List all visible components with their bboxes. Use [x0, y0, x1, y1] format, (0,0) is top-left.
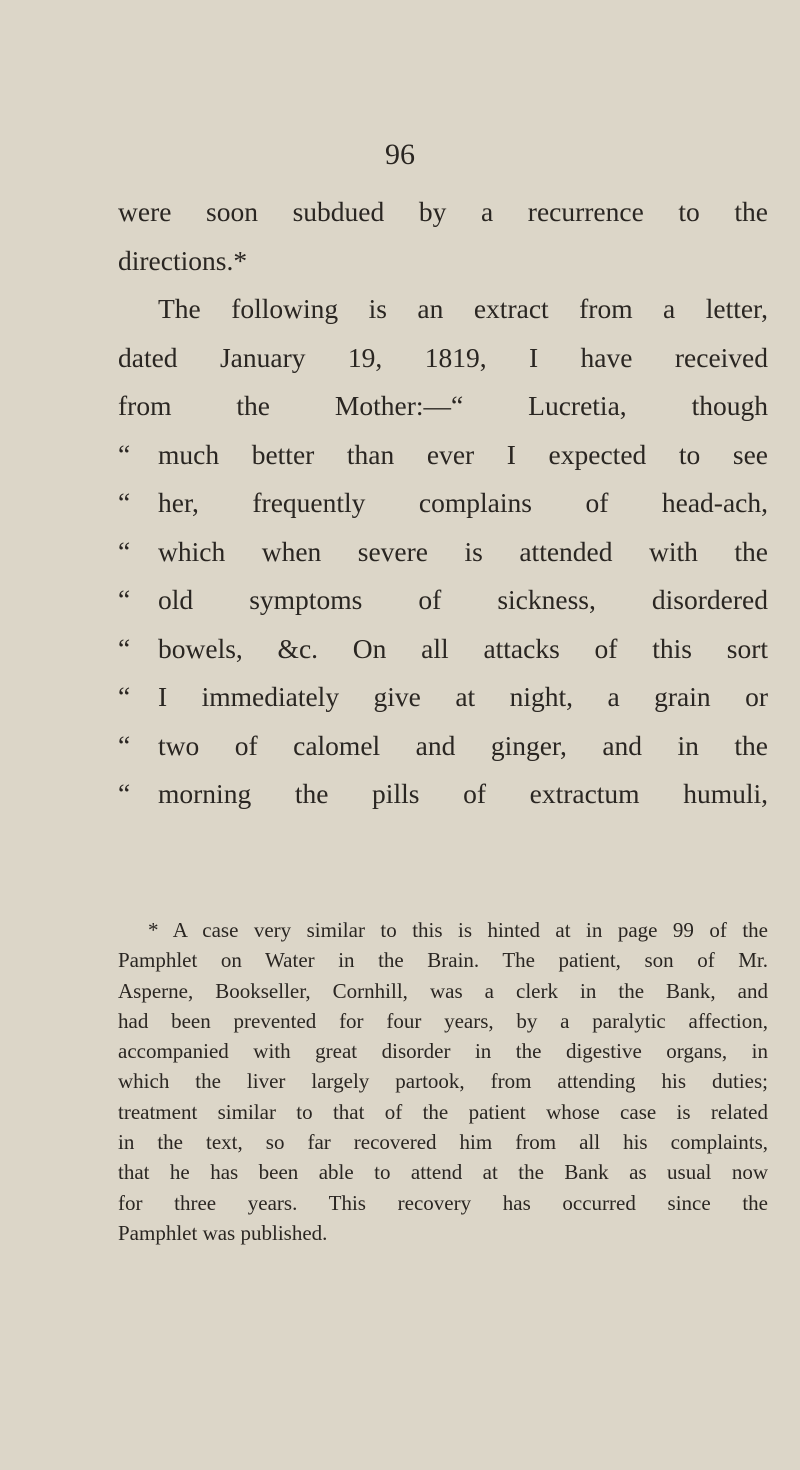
- line-text: morning the pills of extractum humuli,: [158, 778, 768, 809]
- quote-mark: “: [118, 681, 131, 712]
- quote-mark: “: [118, 438, 131, 470]
- footnote: [118, 915, 768, 1248]
- quote-mark: “: [118, 632, 131, 664]
- body-line: directions.*: [118, 244, 248, 276]
- body-line: [118, 722, 768, 771]
- line-text: bowels, &c. On all attacks of this sort: [158, 632, 768, 664]
- footnote-line: which the liver largely partook, from attending his duties;: [118, 1069, 768, 1094]
- body-line: [118, 673, 768, 722]
- quote-mark: “: [118, 584, 131, 615]
- body-line: from the Mother:—“ Lucretia, though: [118, 390, 768, 421]
- quote-mark: “: [118, 778, 131, 809]
- footnote-line: Pamphlet was published.: [118, 1220, 328, 1245]
- footnote-line: treatment similar to that of the patient whose case is related: [118, 1099, 768, 1124]
- body-line: dated January 19, 1819, I have received: [118, 341, 768, 373]
- footnote-line: * A case very similar to this is hinted at in page 99 of the: [148, 918, 768, 942]
- body-line: The following is an extract from a letter,: [158, 293, 768, 324]
- line-text: old symptoms of sickness, disordered: [158, 584, 768, 615]
- line-text: her, frequently complains of head-ach,: [158, 487, 768, 518]
- body-line: [118, 528, 768, 577]
- footnote-line: in the text, so far recovered him from all his complaints,: [118, 1130, 768, 1155]
- quote-mark: “: [118, 729, 131, 761]
- body-line: [118, 770, 768, 819]
- footnote-line: accompanied with great disorder in the digestive organs, in: [118, 1039, 768, 1064]
- line-text: I immediately give at night, a grain or: [158, 681, 768, 712]
- line-text: which when severe is attended with the: [158, 535, 768, 567]
- body-text: [118, 188, 768, 819]
- body-line: were soon subdued by a recurrence to the: [118, 196, 768, 227]
- footnote-line: Pamphlet on Water in the Brain. The patient, son of Mr.: [118, 948, 768, 973]
- body-line: [118, 625, 768, 674]
- footnote-line: had been prevented for four years, by a paralytic affection,: [118, 1008, 768, 1033]
- line-text: two of calomel and ginger, and in the: [158, 729, 768, 761]
- page-number: 96: [385, 138, 415, 171]
- body-line: [118, 479, 768, 528]
- footnote-line: that he has been able to attend at the Bank as usual now: [118, 1160, 768, 1185]
- quote-mark: “: [118, 535, 131, 567]
- body-line: [118, 576, 768, 625]
- quote-mark: “: [118, 487, 131, 518]
- body-line: [118, 431, 768, 480]
- line-text: much better than ever I expected to see: [158, 438, 768, 470]
- footnote-line: Asperne, Bookseller, Cornhill, was a clerk in the Bank, and: [118, 978, 768, 1003]
- footnote-line: for three years. This recovery has occurred since the: [118, 1190, 768, 1215]
